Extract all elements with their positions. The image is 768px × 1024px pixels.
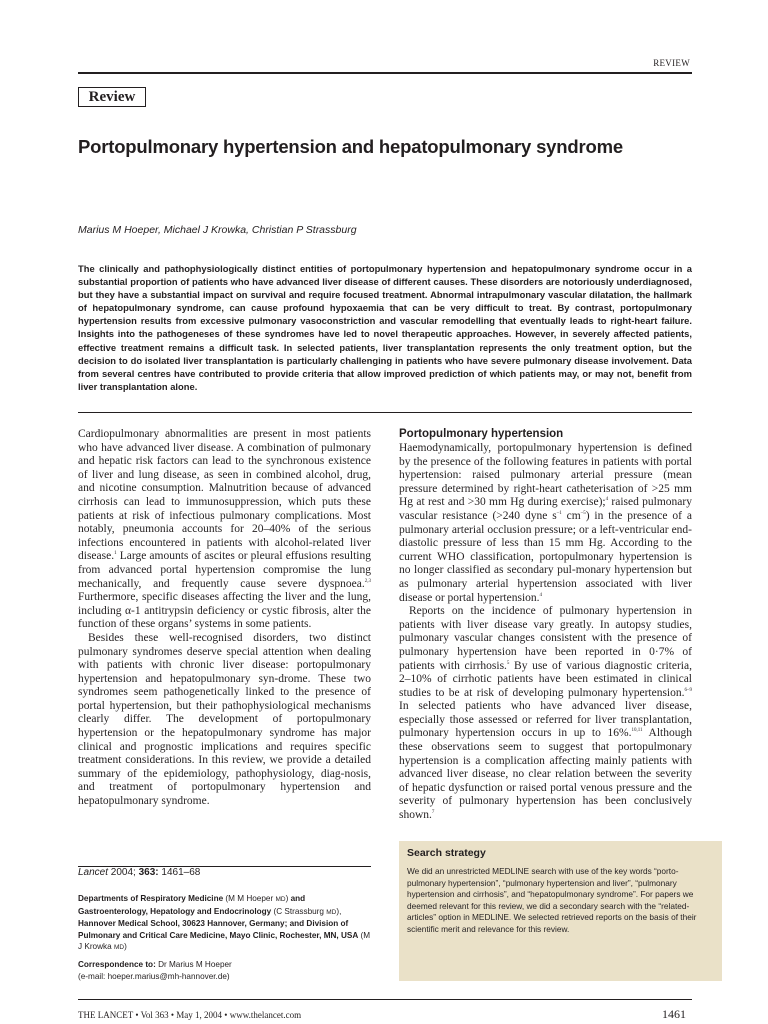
citation-ref: 4 [539, 592, 543, 598]
pph-paragraph-1: Haemodynamically, portopulmonary hypertension is defined by the presence of the following features in patients with portal hypertension: raised pulmonary arterial pressure (mean pressure determined by right-heart catheterisation of >25 mm Hg at rest and >30 mm Hg during exercise);$^4$ raised pulmonary vascular resistance (>240 dyne $s^{-1}$ $cm^{-5}$) in the presence of a pulmonary arterial occlusion pressure; or a left-ventricular end-diastolic pressure of less than 15 mm Hg. According to the current WHO classification, portopulmonary hypertension is no longer classified as secondary pul-monary hypertension but as pulmonary arterial hypertension associated with liver disease or portal hypertension.$^4$ [399, 442, 692, 604]
abstract-divider [78, 412, 692, 413]
intro-paragraph-2: Besides these well-recognised disorders, two distinct pulmonary syndromes deserve special attention when dealing with patients with chronic liver disease: portopulmonary hypertension and hepatopulmonary syn-drome. These two syndromes seem pathogenetically linked to the presence of portal hypertension, but their pathophysiological mechanisms clearly differ. The development of portopulmonary hypertension or the hepatopulmonary syndrome has major clinical and prognostic implications and requires specific treatment considerations. In this review, we provide a detailed summary of the epidemiology, pathophysiology, diag-nosis, and treatment of portopulmonary hypertension and hepatopulmonary syndrome. [78, 631, 371, 808]
correspondence: Correspondence to: Dr Marius M Hoeper (e-mail: hoeper.marius@mh-hannover.de) [78, 960, 232, 981]
correspondence-email: (e-mail: hoeper.marius@mh-hannover.de) [78, 971, 230, 981]
citation-ref: 6–9 [684, 687, 692, 693]
search-strategy-text: We did an unrestricted MEDLINE search with use of the key words “porto-pulmonary hypertension”, “pulmonary hypertension and liver”, “pulmonary hypertension and cirrhosis”, and “hepatopulmonary syndrome”. For papers we deemed relevant for this review, we did a secondary search with the “related-articles” option in MEDLINE. We selected retrieved reports on the basis of their scientific merit and relevance for this review. [407, 866, 697, 934]
citation-ref: 4 [605, 497, 609, 503]
footer-journal-info: THE LANCET • Vol 363 • May 1, 2004 • www.thelancet.com [78, 1010, 302, 1020]
journal-citation: Lancet 2004; 363: 1461–68 [78, 867, 201, 878]
citation-ref: 7 [431, 810, 435, 816]
footer-rule [78, 999, 692, 1000]
citation-ref: 10,11 [631, 728, 643, 734]
abstract: The clinically and pathophysiologically distinct entities of portopulmonary hypertension and hepatopulmonary syndrome occur in a substantial proportion of patients who have advanced liver disease of different causes. These disorders are notoriously underdiagnosed, but they have a substantial impact on survival and require focused treatment. Abnormal intrapulmonary vascular dilatation, the hallmark of hepatopulmonary syndrome, can cause profound hypoxaemia that can be very difficult to treat. By contrast, portopulmonary hypertension results from excessive pulmonary vasoconstriction and vascular remodelling that eventually leads to right-heart failure. Insights into the pathogeneses of these syndromes have led to novel therapeutic approaches. However, in severely affected patients, effective treatment remains a difficult task. In selected patients, liver transplantation represents the only treatment option, but the decision to do isolated liver transplantation is particularly challenging in patients who have severe pulmonary disease involvement. Data from several centres have contributed to provide criteria that allow improved prediction of which patients may, or may not, benefit from liver transplantation alone. [78, 263, 692, 392]
citation-ref: 1 [114, 551, 117, 557]
section-heading: Portopulmonary hypertension [399, 428, 564, 440]
pph-paragraph-2: Reports on the incidence of pulmonary hypertension in patients with liver disease vary greatly. In autopsy studies, pulmonary vascular changes consistent with the presence of pulmonary hypertension have been reported in 0·7% of patients with cirrhosis.$^5$ By use of various diagnostic criteria, 2–10% of cirrhotic patients have been estimated in clinical studies to be at risk of developing pulmonary hypertension.$^{6-9}$ In selected patients who have advanced liver disease, especially those assessed or referred for liver transplantation, pulmonary hypertension occurs in up to 16%.$^{10,11}$ Although these observations seem to suggest that portopulmonary hypertension is a complication affecting mainly patients with advanced liver disease, no clear relation between the severity of hepatic dysfunction or raised portal venous pressure and the severity of pulmonary hypertension has been conclusively shown.$^7$ [399, 605, 693, 822]
search-strategy-heading: Search strategy [407, 847, 486, 859]
section-label: Review [78, 87, 146, 107]
citation-ref: 5 [506, 660, 510, 666]
page-number: 1461 [662, 1007, 686, 1021]
citation-ref: 2,3 [364, 578, 371, 584]
right-column [399, 428, 692, 823]
author-list: Marius M Hoeper, Michael J Krowka, Christian P Strassburg [78, 224, 357, 236]
header-rule [78, 72, 692, 74]
search-strategy-panel [399, 841, 722, 981]
running-head: REVIEW [653, 58, 690, 68]
affiliations: Departments of Respiratory Medicine (M M Hoeper MD) and Gastroenterology, Hepatology and Endocrinology (C Strassburg MD), Hannover Medical School, 30623 Hannover, Germany; and Division of Pulmonary and Critical Care Medicine, Mayo Clinic, Rochester, MN, USA (M J Krowka MD) [78, 894, 371, 952]
intro-paragraph-1: Cardiopulmonary abnormalities are present in most patients who have advanced liver disease. A combination of pulmonary and hepatic risk factors can lead to the synchronous existence of liver and lung disease, as seen in combined alcohol, drug, and nicotine consumption. Malnutrition because of advanced cirrhosis can lead to immunosuppression, which puts these patients at risk of infectious pulmonary complications. Most notably, pneumonia accounts for 20–40% of the serious infections encountered in patients with alcohol-related liver disease.$^1$ Large amounts of ascites or pleural effusions resulting from advanced portal hypertension compromise the lung mechanically, and frequently cause severe dyspnoea.$^{2,3}$ Furthermore, specific diseases affecting the liver and the lung, including α-1 antitrypsin deficiency or cystic fibrosis, alter the function of these organs’ systems in some patients. [78, 428, 371, 631]
article-title: Portopulmonary hypertension and hepatopulmonary syndrome [78, 136, 623, 157]
left-column [78, 428, 371, 809]
